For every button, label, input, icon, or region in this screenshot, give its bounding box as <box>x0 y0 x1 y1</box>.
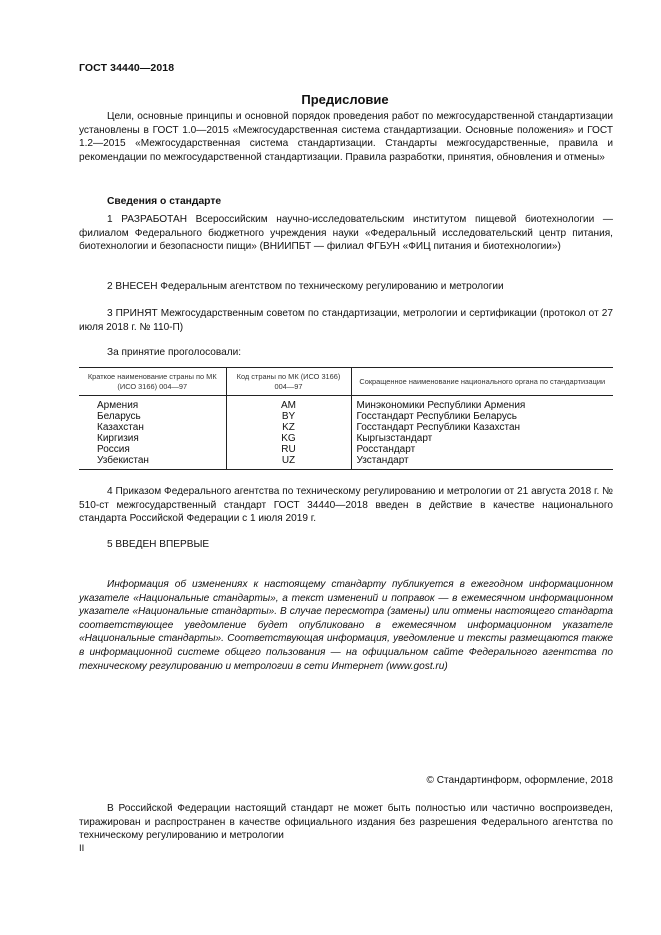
table-row <box>79 396 613 412</box>
agency-cell: Госстандарт Республики Беларусь <box>351 411 613 422</box>
table-row <box>79 422 613 433</box>
copyright-notice: © Стандартинформ, оформление, 2018 <box>426 775 613 786</box>
vote-intro-text: За принятие проголосовали: <box>107 347 242 358</box>
item-developed-by: 1 РАЗРАБОТАН Всероссийским научно-исследовательским институтом пищевой биотехнологии — филиалом Федерального бюджетного учреждения науки «Федеральный исследовательский центр питания, биотехнологии и безопасности пищи» (ВНИИПБТ — филиал ФГБУН «ФИЦ питания и биотехнологии») <box>79 214 613 253</box>
item-submitted-by: 2 ВНЕСЕН Федеральным агентством по техническому регулированию и метрологии <box>107 281 504 292</box>
country-code-cell: UZ <box>226 455 351 470</box>
country-cell: Армения <box>97 400 139 411</box>
agency-cell: Госстандарт Республики Казахстан <box>351 422 613 433</box>
agency-cell: Кыргызстандарт <box>351 433 613 444</box>
section-heading-standard-info: Сведения о стандарте <box>107 196 222 207</box>
reproduction-notice: В Российской Федерации настоящий стандарт не может быть полностью или частично воспроизведен, тиражирован и распространен в качестве официального издания без разрешения Федерального агентства по техническому регулированию и метрологии <box>79 803 613 842</box>
item-enacted-by-order: 4 Приказом Федерального агентства по техническому регулированию и метрологии от 21 августа 2018 г. № 510-ст межгосударственный стандарт ГОСТ 34440—2018 введен в действие в качестве национального стандарта Российской Федерации с 1 июля 2019 г. <box>79 486 613 525</box>
table-row <box>79 444 613 455</box>
table-header-country: Краткое наименование страны по МК (ИСО 3166) 004—97 <box>79 368 226 396</box>
amendment-info-notice: Информация об изменениях к настоящему стандарту публикуется в ежегодном информационном указателе «Национальные стандарты», а текст изменений и поправок — в ежемесячном информационном указателе «Национальные стандарты». В случае пересмотра (замены) или отмены настоящего стандарта соответствующее уведомление будет опубликовано в ежемесячном информационном указателе «Национальные стандарты». Соответствующая информация, уведомление и тексты размещаются также в информационной системе общего пользования — на официальном сайте Федерального агентства по техническому регулированию и метрологии в сети Интернет (www.gost.ru) <box>79 579 613 672</box>
table-header-row <box>79 368 613 396</box>
preface-title: Предисловие <box>301 92 389 107</box>
agency-cell: Минэкономики Республики Армения <box>351 396 613 412</box>
table-row <box>79 411 613 422</box>
agency-cell: Узстандарт <box>351 455 613 470</box>
country-code-cell: RU <box>226 444 351 455</box>
item-adopted-by: 3 ПРИНЯТ Межгосударственным советом по стандартизации, метрологии и сертификации (протокол от 27 июля 2018 г. № 110-П) <box>79 308 613 333</box>
country-cell: Киргизия <box>97 433 139 444</box>
page-number: II <box>79 843 85 854</box>
preface-intro-paragraph: Цели, основные принципы и основной порядок проведения работ по межгосударственной стандартизации установлены в ГОСТ 1.0—2015 «Межгосударственная система стандартизации. Основные положения» и ГОСТ 1.2—2015 «Межгосударственная система стандартизации. Стандарты межгосударственные, правила и рекомендации по межгосударственной стандартизации. Правила разработки, принятия, обновления и отмены» <box>79 111 613 163</box>
country-cell: Узбекистан <box>79 455 226 470</box>
voting-countries-table <box>79 367 613 470</box>
country-code-cell: KZ <box>226 422 351 433</box>
country-code-cell: BY <box>226 411 351 422</box>
table-header-agency: Сокращенное наименование национального органа по стандартизации <box>351 368 613 396</box>
country-code-cell: KG <box>226 433 351 444</box>
table-row <box>79 455 613 470</box>
table-header-code: Код страны по МК (ИСО 3166) 004—97 <box>226 368 351 396</box>
item-introduced-first-time: 5 ВВЕДЕН ВПЕРВЫЕ <box>107 539 210 550</box>
standard-code-header: ГОСТ 34440—2018 <box>79 62 175 74</box>
country-cell: Беларусь <box>97 411 141 422</box>
country-cell: Казахстан <box>97 422 144 433</box>
country-code-cell: AM <box>226 396 351 412</box>
agency-cell: Росстандарт <box>351 444 613 455</box>
table-row <box>79 433 613 444</box>
country-cell: Россия <box>97 444 130 455</box>
